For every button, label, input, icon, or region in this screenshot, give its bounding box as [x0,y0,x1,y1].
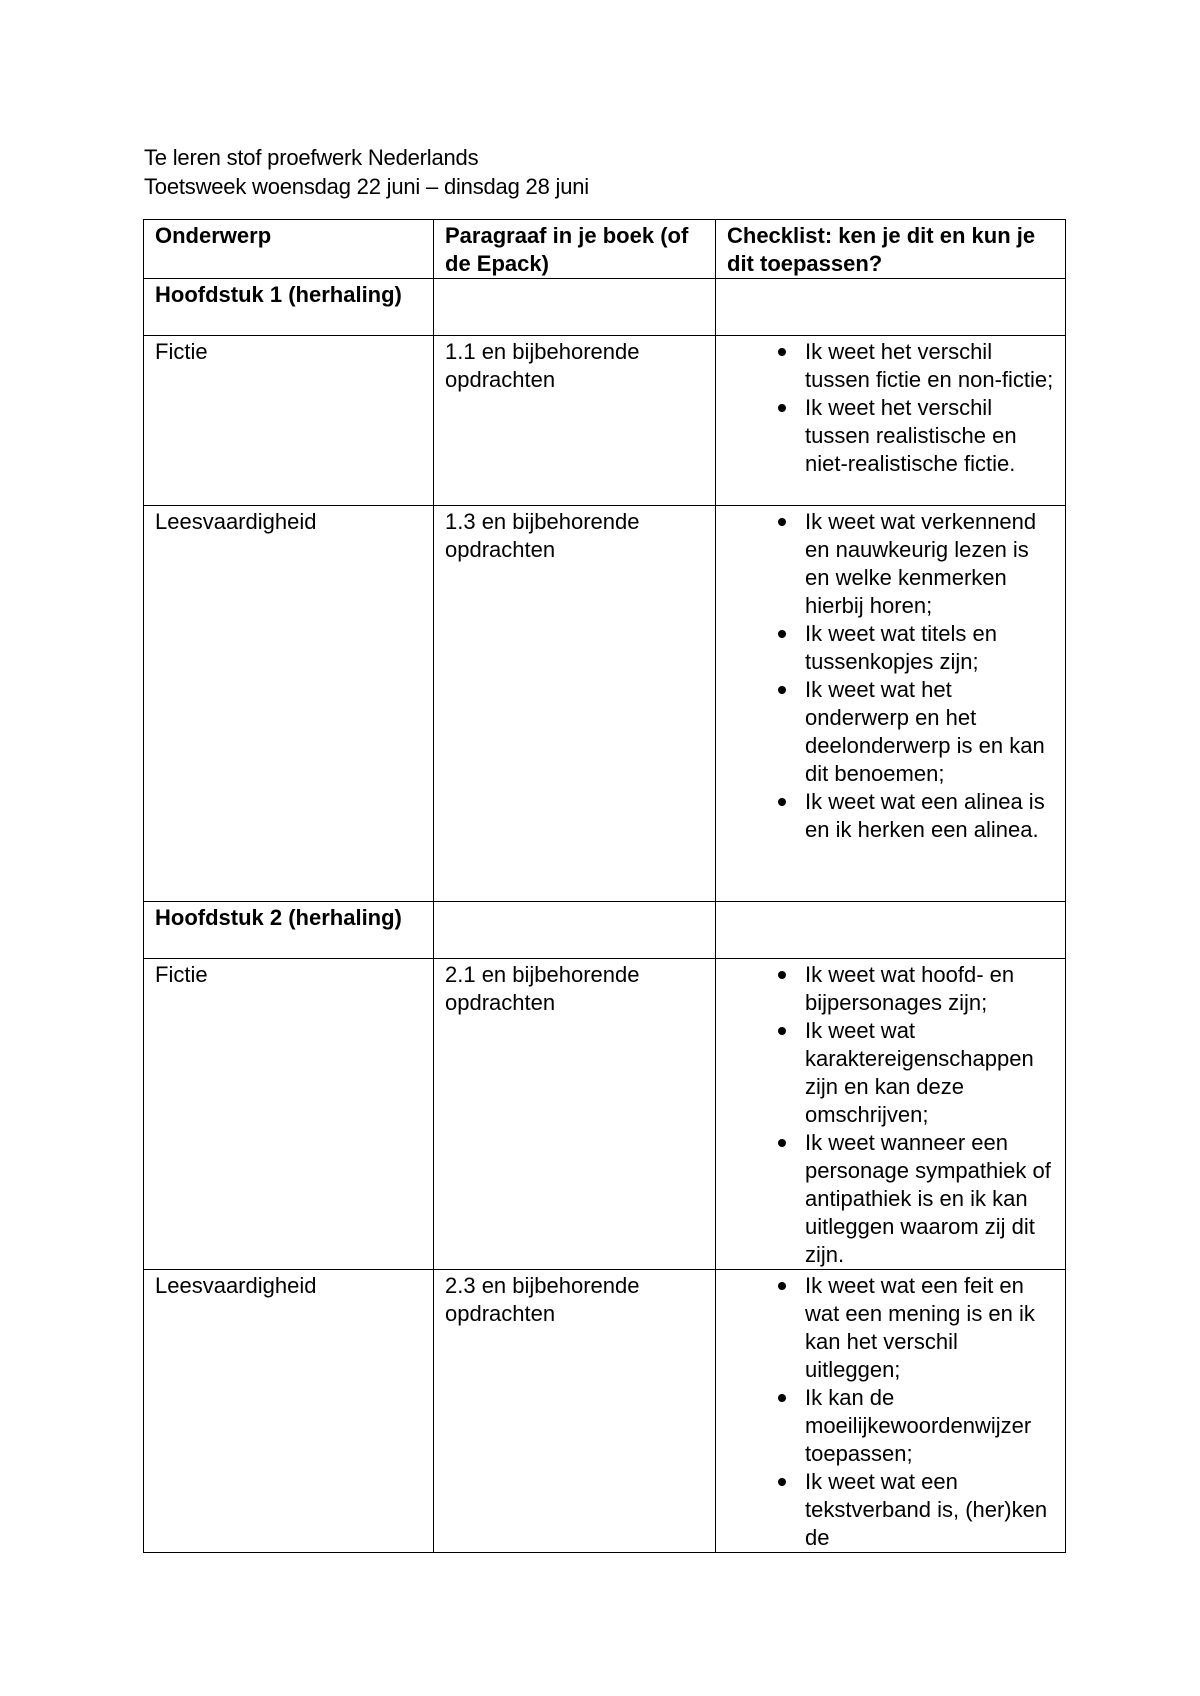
checklist-item: Ik weet wat titels en tussenkopjes zijn; [727,620,1055,676]
checklist-item: Ik weet wat een feit en wat een mening is en ik kan het verschil uitleggen; [727,1272,1055,1384]
checklist [727,338,1055,478]
table-cell-empty [716,279,1066,336]
checklist-cell [716,506,1066,902]
paragraph-cell: 2.3 en bijbehorende opdrachten [434,1270,716,1553]
header-onderwerp: Onderwerp [144,220,434,279]
checklist-item: Ik kan de moeilijkewoordenwijzer toepassen; [727,1384,1055,1468]
topic-cell: Fictie [144,336,434,506]
checklist-cell [716,959,1066,1270]
chapter-title: Hoofdstuk 2 (herhaling) [144,902,434,959]
chapter-row [144,279,1066,336]
study-checklist-table [143,219,1066,1553]
chapter-title: Hoofdstuk 1 (herhaling) [144,279,434,336]
checklist [727,1272,1055,1552]
table-cell-empty [716,902,1066,959]
checklist-item: Ik weet wat een alinea is en ik herken een alinea. [727,788,1055,844]
table-cell-empty [434,902,716,959]
checklist-item: Ik weet wat een tekstverband is, (her)ken de [727,1468,1055,1552]
checklist [727,961,1055,1269]
checklist-item: Ik weet het verschil tussen realistische en niet-realistische fictie. [727,394,1055,478]
checklist-item: Ik weet wat karaktereigenschappen zijn en kan deze omschrijven; [727,1017,1055,1129]
checklist-item: Ik weet wat hoofd- en bijpersonages zijn; [727,961,1055,1017]
table-cell-empty [434,279,716,336]
checklist-cell [716,336,1066,506]
checklist-item: Ik weet wat verkennend en nauwkeurig lezen is en welke kenmerken hierbij horen; [727,508,1055,620]
document-heading [144,143,589,201]
header-checklist: Checklist: ken je dit en kun je dit toepassen? [716,220,1066,279]
table-row [144,959,1066,1270]
table-row [144,1270,1066,1553]
document-title: Te leren stof proefwerk Nederlands [144,145,479,170]
table-row [144,336,1066,506]
table-row [144,506,1066,902]
header-paragraaf: Paragraaf in je boek (of de Epack) [434,220,716,279]
paragraph-cell: 1.3 en bijbehorende opdrachten [434,506,716,902]
checklist-cell [716,1270,1066,1553]
chapter-row [144,902,1066,959]
table-header-row [144,220,1066,279]
checklist [727,508,1055,844]
checklist-item: Ik weet wat het onderwerp en het deelonderwerp is en kan dit benoemen; [727,676,1055,788]
checklist-item: Ik weet wanneer een personage sympathiek of antipathiek is en ik kan uitleggen waarom zij dit zijn. [727,1129,1055,1269]
topic-cell: Leesvaardigheid [144,506,434,902]
document-subtitle: Toetsweek woensdag 22 juni – dinsdag 28 juni [144,174,589,199]
checklist-item: Ik weet het verschil tussen fictie en non-fictie; [727,338,1055,394]
topic-cell: Leesvaardigheid [144,1270,434,1553]
paragraph-cell: 1.1 en bijbehorende opdrachten [434,336,716,506]
topic-cell: Fictie [144,959,434,1270]
paragraph-cell: 2.1 en bijbehorende opdrachten [434,959,716,1270]
